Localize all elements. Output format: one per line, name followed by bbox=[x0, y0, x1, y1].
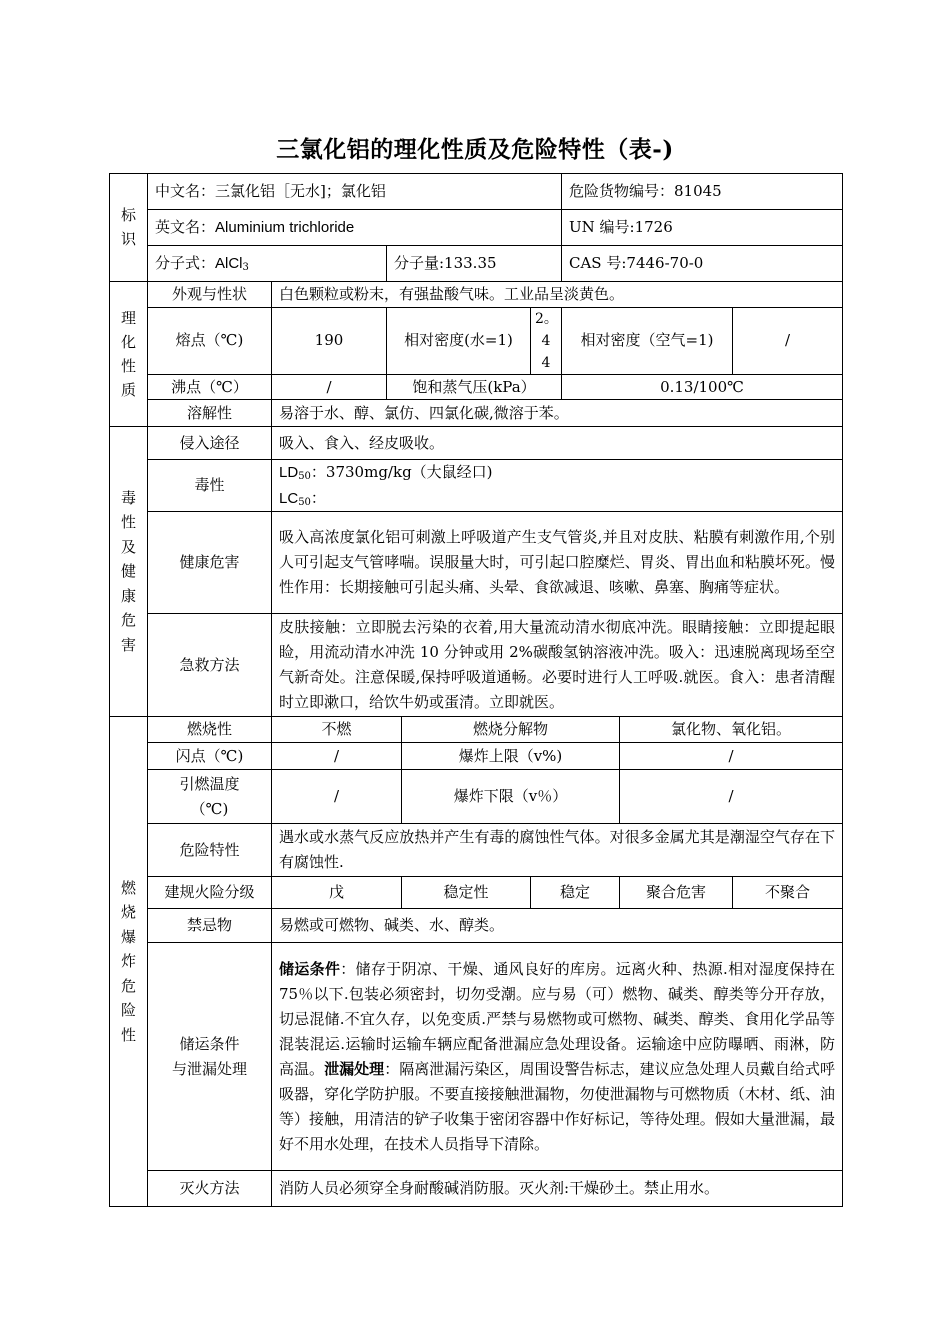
section-ident-label: 标识 bbox=[120, 206, 136, 249]
mp-label: 熔点（℃) bbox=[148, 307, 272, 374]
polymer-value: 不聚合 bbox=[733, 877, 843, 909]
storage-label-line2: 与泄漏处理 bbox=[171, 1059, 247, 1078]
firstaid-value: 皮肤接触：立即脱去污染的衣着,用大量流动清水彻底冲洗。眼睛接触：立即提起眼睑，用流动清水冲洗 10 分钟或用 2%碳酸氢钠溶液冲洗。吸入：迅速脱离现场至空气新奇处。注意保暖,保持呼吸道通畅。必要时进行人工呼吸.就医。食入：患者清醒时立即漱口，给饮牛奶或蛋清。立即就医。 bbox=[272, 614, 843, 717]
ld-prefix: LD bbox=[279, 464, 299, 481]
en-name-value: Aluminium trichloride bbox=[215, 218, 355, 236]
leak-heading: 泄漏处理 bbox=[324, 1059, 385, 1078]
cas-number: CAS 号:7446-70-0 bbox=[562, 246, 843, 282]
section-toxicity-label: 毒性及健康危害 bbox=[120, 488, 136, 654]
flammability-value: 不燃 bbox=[272, 717, 402, 743]
lc-value: ： bbox=[310, 488, 326, 507]
solubility-label: 溶解性 bbox=[148, 400, 272, 427]
combustion-products-value: 氯化物、氧化铝。 bbox=[620, 717, 843, 743]
rel-density-air-label: 相对密度（空气=1) bbox=[562, 307, 733, 374]
health-value: 吸入高浓度氯化铝可刺激上呼吸道产生支气管炎,并且对皮肤、粘膜有刺激作用,个别人可引起支气管哮喘。误服量大时，可引起口腔糜烂、胃炎、胃出血和粘膜坏死。慢性作用：长期接触可引起头痛、头晕、食欲减退、咳嗽、鼻塞、胸痛等症状。 bbox=[272, 512, 843, 614]
storage-heading: 储运条件 bbox=[279, 959, 341, 978]
ld-value: ：3730mg/kg（大鼠经口) bbox=[310, 463, 493, 481]
section-fire bbox=[110, 717, 148, 1207]
toxicity-value bbox=[272, 460, 843, 512]
combustion-products-label: 燃烧分解物 bbox=[402, 717, 620, 743]
ld50-line bbox=[279, 460, 835, 486]
vapor-pressure-label: 饱和蒸气压(kPa） bbox=[387, 374, 562, 400]
ignition-label-line1: 引燃温度 bbox=[179, 775, 240, 793]
stability-value: 稳定 bbox=[531, 877, 620, 909]
storage-value bbox=[272, 943, 843, 1171]
fire-class-label: 建规火险分级 bbox=[148, 877, 272, 909]
cn-name: 中文名：三氯化铝［无水]；氯化铝 bbox=[148, 174, 562, 210]
molecular-weight: 分子量:133.35 bbox=[387, 246, 562, 282]
page-title: 三氯化铝的理化性质及危险特性（表-) bbox=[276, 136, 674, 163]
storage-label-line1: 储运条件 bbox=[179, 1035, 240, 1053]
appearance-label: 外观与性状 bbox=[148, 282, 272, 308]
ignition-label bbox=[148, 770, 272, 824]
section-fire-label: 燃烧爆炸危险性 bbox=[120, 878, 136, 1044]
formula-sub: 3 bbox=[242, 261, 249, 273]
lc-prefix: LC bbox=[279, 489, 299, 507]
msds-table bbox=[109, 173, 843, 1207]
lc50-line bbox=[279, 486, 835, 512]
polymer-label: 聚合危害 bbox=[620, 877, 733, 909]
bp-value: / bbox=[272, 374, 387, 400]
ld-sub: 50 bbox=[298, 471, 311, 482]
en-name-label: 英文名： bbox=[155, 217, 216, 236]
incompat-label: 禁忌物 bbox=[148, 909, 272, 943]
section-physchem-label: 理化性质 bbox=[120, 308, 136, 399]
formula-label: 分子式： bbox=[155, 253, 216, 272]
flammability-label: 燃烧性 bbox=[148, 717, 272, 743]
fire-class-value: 戊 bbox=[272, 877, 402, 909]
en-name bbox=[148, 210, 562, 246]
dg-number: 危险货物编号：81045 bbox=[562, 174, 843, 210]
incompat-value: 易燃或可燃物、碱类、水、醇类。 bbox=[272, 909, 843, 943]
formula-main: AlCl bbox=[215, 254, 243, 272]
storage-label bbox=[148, 943, 272, 1171]
hazard-value: 遇水或水蒸气反应放热并产生有毒的腐蚀性气体。对很多金属尤其是潮湿空气存在下有腐蚀性. bbox=[272, 824, 843, 877]
leak-text: ：隔离泄漏污染区，周围设警告标志，建议应急处理人员戴自给式呼吸器，穿化学防护服。不要直接接触泄漏物，勿使泄漏物与可燃物质（木材、纸、油等）接触，用清洁的铲子收集于密闭容器中作好标记，等待处理。假如大量泄漏，最好不用水处理，在技术人员指导下清除。 bbox=[279, 1059, 835, 1153]
flash-value: / bbox=[272, 743, 402, 770]
rel-density-air-value: / bbox=[733, 307, 843, 374]
lower-limit-value: / bbox=[620, 770, 843, 824]
solubility-value: 易溶于水、醇、氯仿、四氯化碳,微溶于苯。 bbox=[272, 400, 843, 427]
extinguish-label: 灭火方法 bbox=[148, 1171, 272, 1207]
un-number: UN 编号:1726 bbox=[562, 210, 843, 246]
section-physchem bbox=[110, 282, 148, 427]
route-label: 侵入途径 bbox=[148, 427, 272, 460]
section-toxicity bbox=[110, 427, 148, 717]
upper-limit-value: / bbox=[620, 743, 843, 770]
rel-density-water-value: 2。4 4 bbox=[531, 307, 562, 374]
storage-text: ：储存于阴凉、干燥、通风良好的库房。远离火种、热源.相对湿度保持在 75％以下.包装必须密封，切勿受潮。应与易（可）燃物、碱类、醇类等分开存放，切忌混储.不宜久存，以免变质.严禁与易燃物或可燃物、碱类、醇类、食用化学品等混装混运.运输时运输车辆应配备泄漏应急处理设备。运输途中应防曝晒、雨淋，防高温。 bbox=[279, 959, 835, 1078]
appearance-value: 白色颗粒或粉末，有强盐酸气味。工业品呈淡黄色。 bbox=[272, 282, 843, 308]
hazard-label: 危险特性 bbox=[148, 824, 272, 877]
mp-value: 190 bbox=[272, 307, 387, 374]
route-value: 吸入、食入、经皮吸收。 bbox=[272, 427, 843, 460]
flash-label: 闪点（℃) bbox=[148, 743, 272, 770]
bp-label: 沸点（℃） bbox=[148, 374, 272, 400]
stability-label: 稳定性 bbox=[402, 877, 531, 909]
health-label: 健康危害 bbox=[148, 512, 272, 614]
firstaid-label: 急救方法 bbox=[148, 614, 272, 717]
lower-limit-label: 爆炸下限（v％） bbox=[402, 770, 620, 824]
extinguish-value: 消防人员必须穿全身耐酸碱消防服。灭火剂:干燥砂土。禁止用水。 bbox=[272, 1171, 843, 1207]
formula bbox=[148, 246, 387, 282]
lc-sub: 50 bbox=[298, 496, 311, 508]
section-ident bbox=[110, 174, 148, 282]
toxicity-label: 毒性 bbox=[148, 460, 272, 512]
ignition-value: / bbox=[272, 770, 402, 824]
rel-density-water-label: 相对密度(水=1) bbox=[387, 307, 531, 374]
upper-limit-label: 爆炸上限（v%) bbox=[402, 743, 620, 770]
vapor-pressure-value: 0.13/100℃ bbox=[562, 374, 843, 400]
ignition-label-line2: （℃) bbox=[190, 799, 229, 818]
